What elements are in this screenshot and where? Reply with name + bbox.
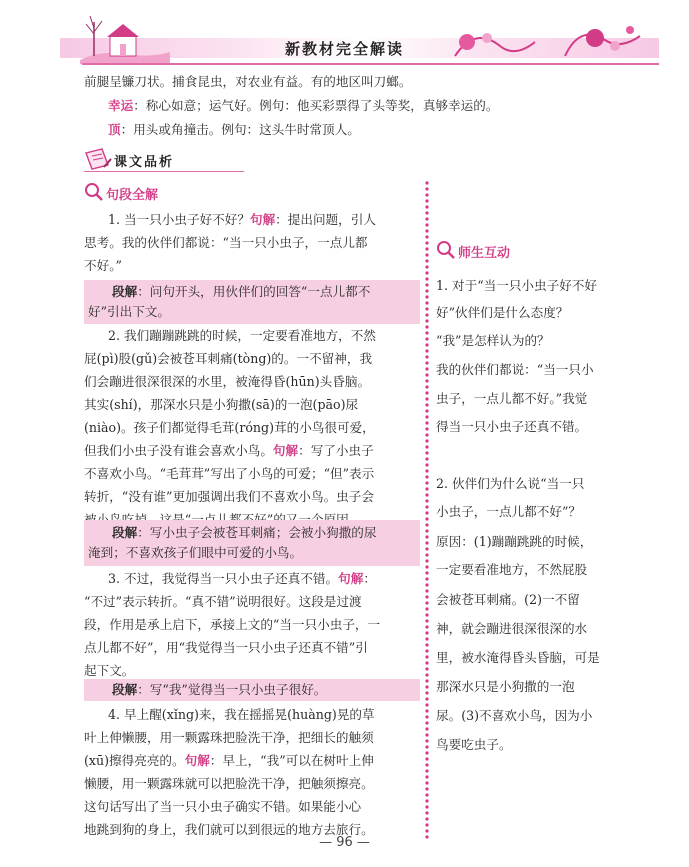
para2-sentence: 但我们小虫子没有谁会喜欢小鸟。 bbox=[84, 443, 273, 458]
para3-line1 bbox=[108, 569, 376, 589]
para2-line4: 其实(shí)，那深水只是小狗撒(sā)的一泡(pāo)尿 bbox=[84, 397, 359, 412]
page-number: — 96 — bbox=[319, 835, 370, 850]
summary3-text: ：写“我”觉得当一只小虫子很好。 bbox=[137, 682, 327, 697]
term-xingyun: 幸运 bbox=[108, 98, 134, 113]
para4-line2: 叶上伸懒腰，用一颗露珠把脸洗干净，把细长的触须 bbox=[84, 730, 374, 745]
duanjie-label: 段解 bbox=[112, 525, 138, 540]
para2-note: ：写了小虫子 bbox=[298, 443, 374, 458]
para1-note: ：提出问题，引人 bbox=[275, 212, 376, 227]
para3-line3: 段，作用是承上启下，承接上文的“当一只小虫子，一 bbox=[84, 617, 381, 632]
section-heading bbox=[84, 147, 214, 173]
jujie-label: 句解 bbox=[184, 753, 210, 768]
summary3-line1 bbox=[84, 679, 420, 700]
right-subheading bbox=[436, 240, 556, 262]
jujie-label: 句解 bbox=[272, 443, 299, 458]
para2-line3: 们会蹦进很深很深的水里，被淹得昏(hūn)头昏脑。 bbox=[84, 374, 371, 389]
header-rule bbox=[82, 63, 659, 65]
duanjie-label: 段解 bbox=[112, 284, 138, 299]
term-ding: 顶 bbox=[108, 122, 121, 137]
question2-line2: 小虫子，一点儿都不好”？ bbox=[436, 504, 581, 519]
para4-line4: 懒腰，用一颗露珠就可以把脸洗干净，把触须擦亮。 bbox=[84, 776, 374, 791]
para1-line3: 不好。” bbox=[84, 258, 122, 273]
answer1-line1: 我的伙伴们都说：“当一只小 bbox=[436, 362, 594, 377]
para4-line5: 这句话写出了当一只小虫子确实不错。如果能小心 bbox=[84, 799, 362, 814]
summary-box-1 bbox=[84, 280, 420, 324]
left-subheading bbox=[84, 182, 204, 204]
para1-line1 bbox=[108, 210, 376, 230]
question1-line3: “我”是怎样认为的？ bbox=[436, 333, 550, 348]
magnifier-icon bbox=[436, 240, 456, 260]
answer2-line2: 一定要看准地方，不然屁股 bbox=[436, 562, 588, 577]
duanjie-label: 段解 bbox=[112, 682, 138, 697]
summary1-line2: 好”引出下文。 bbox=[88, 304, 171, 319]
para2-line5: (niào)。孩子们都觉得毛茸(róng)茸的小鸟很可爱， bbox=[84, 420, 375, 435]
summary2-line1 bbox=[84, 520, 420, 543]
answer2-line8: 鸟要吃虫子。 bbox=[436, 737, 512, 752]
para2-line1: 2. 我们蹦蹦跳跳的时候，一定要看准地方，不然 bbox=[108, 328, 376, 343]
summary2-text: ：写小虫子会被苍耳刺痛；会被小狗撒的尿 bbox=[137, 525, 377, 540]
para3-sentence: 3. 不过，我觉得当一只小虫子还真不错。 bbox=[108, 571, 339, 586]
summary-box-2 bbox=[84, 520, 420, 566]
jujie-label: 句解 bbox=[249, 212, 276, 227]
definition-ding bbox=[108, 120, 360, 140]
summary2-line2: 淹到；不喜欢孩子们眼中可爱的小鸟。 bbox=[88, 545, 303, 560]
intro-line: 前腿呈镰刀状。捕食昆虫，对农业有益。有的地区叫刀螂。 bbox=[84, 74, 412, 89]
header-title: 新教材完全解读 bbox=[284, 40, 404, 58]
para3-line4: 点儿都不好”，用“我觉得当一只小虫子还真不错”引 bbox=[84, 640, 368, 655]
para3-colon: ： bbox=[363, 571, 376, 586]
definition-xingyun-text: ：称心如意；运气好。例句：他买彩票得了头等奖，真够幸运的。 bbox=[133, 98, 499, 113]
para2-line8: 转折，“没有谁”更加强调出我们不喜欢小鸟。虫子会 bbox=[84, 489, 374, 504]
para4-line3 bbox=[84, 751, 374, 771]
answer2-line3: 会被苍耳刺痛。(2)一不留 bbox=[436, 592, 580, 607]
answer2-line6: 那深水只是小狗撒的一泡 bbox=[436, 679, 575, 694]
para2-line2: 屁(pì)股(gǔ)会被苍耳刺痛(tòng)的。一不留神，我 bbox=[84, 351, 373, 366]
answer2-line5: 里，被水淹得昏头昏脑，可是 bbox=[436, 650, 600, 665]
pencil-note-icon bbox=[84, 147, 112, 171]
para3-line2: “不过”表示转折。“真不错”说明很好。这段是过渡 bbox=[84, 594, 362, 609]
para1-line2: 思考。我的伙伴们都说：“当一只小虫子，一点儿都 bbox=[84, 235, 368, 250]
section-title: 课文品析 bbox=[114, 155, 175, 170]
summary-box-3 bbox=[84, 679, 420, 701]
answer1-line3: 得当一只小虫子还真不错。 bbox=[436, 419, 588, 434]
question2-line1: 2. 伙伴们为什么说“当一只 bbox=[436, 476, 585, 491]
para4-line6: 地跳到狗的身上，我们就可以到很远的地方去旅行。 bbox=[84, 822, 374, 837]
right-subheading-text: 师生互动 bbox=[458, 246, 511, 261]
column-divider bbox=[424, 180, 430, 840]
answer1-line2: 虫子，一点儿都不好。”我觉 bbox=[436, 391, 588, 406]
question1-line2: 好”伙伴们是什么态度？ bbox=[436, 305, 569, 320]
para1-sentence: 1. 当一只小虫子好不好？ bbox=[108, 212, 250, 227]
para3-line5: 起下文。 bbox=[84, 663, 135, 678]
para4-note: ：早上，“我”可以在树叶上伸 bbox=[209, 753, 374, 768]
para2-line6 bbox=[84, 441, 374, 461]
question1-line1: 1. 对于“当一只小虫子好不好 bbox=[436, 278, 597, 293]
summary1-text: ：问句开头，用伙伴们的回答“一点儿都不 bbox=[137, 284, 371, 299]
answer2-line7: 尿。(3)不喜欢小鸟，因为小 bbox=[436, 708, 593, 723]
definition-ding-text: ：用头或角撞击。例句：这头牛时常顶人。 bbox=[120, 122, 360, 137]
para2-line7: 不喜欢小鸟。“毛茸茸”写出了小鸟的可爱；“但”表示 bbox=[84, 466, 375, 481]
section-rule bbox=[84, 171, 244, 172]
definition-xingyun bbox=[108, 96, 498, 116]
answer2-line4: 神，就会蹦进很深很深的水 bbox=[436, 621, 588, 636]
jujie-label: 句解 bbox=[338, 571, 364, 586]
answer2-line1: 原因：(1)蹦蹦跳跳的时候， bbox=[436, 534, 593, 549]
para4-sentence: (xū)擦得亮亮的。 bbox=[84, 753, 185, 768]
left-subheading-text: 句段全解 bbox=[106, 188, 159, 203]
page-header bbox=[0, 0, 689, 68]
summary1-line1 bbox=[84, 280, 420, 302]
magnifier-icon bbox=[84, 182, 104, 202]
para4-line1: 4. 早上醒(xǐng)来，我在摇摇晃(huàng)晃的草 bbox=[108, 707, 375, 722]
